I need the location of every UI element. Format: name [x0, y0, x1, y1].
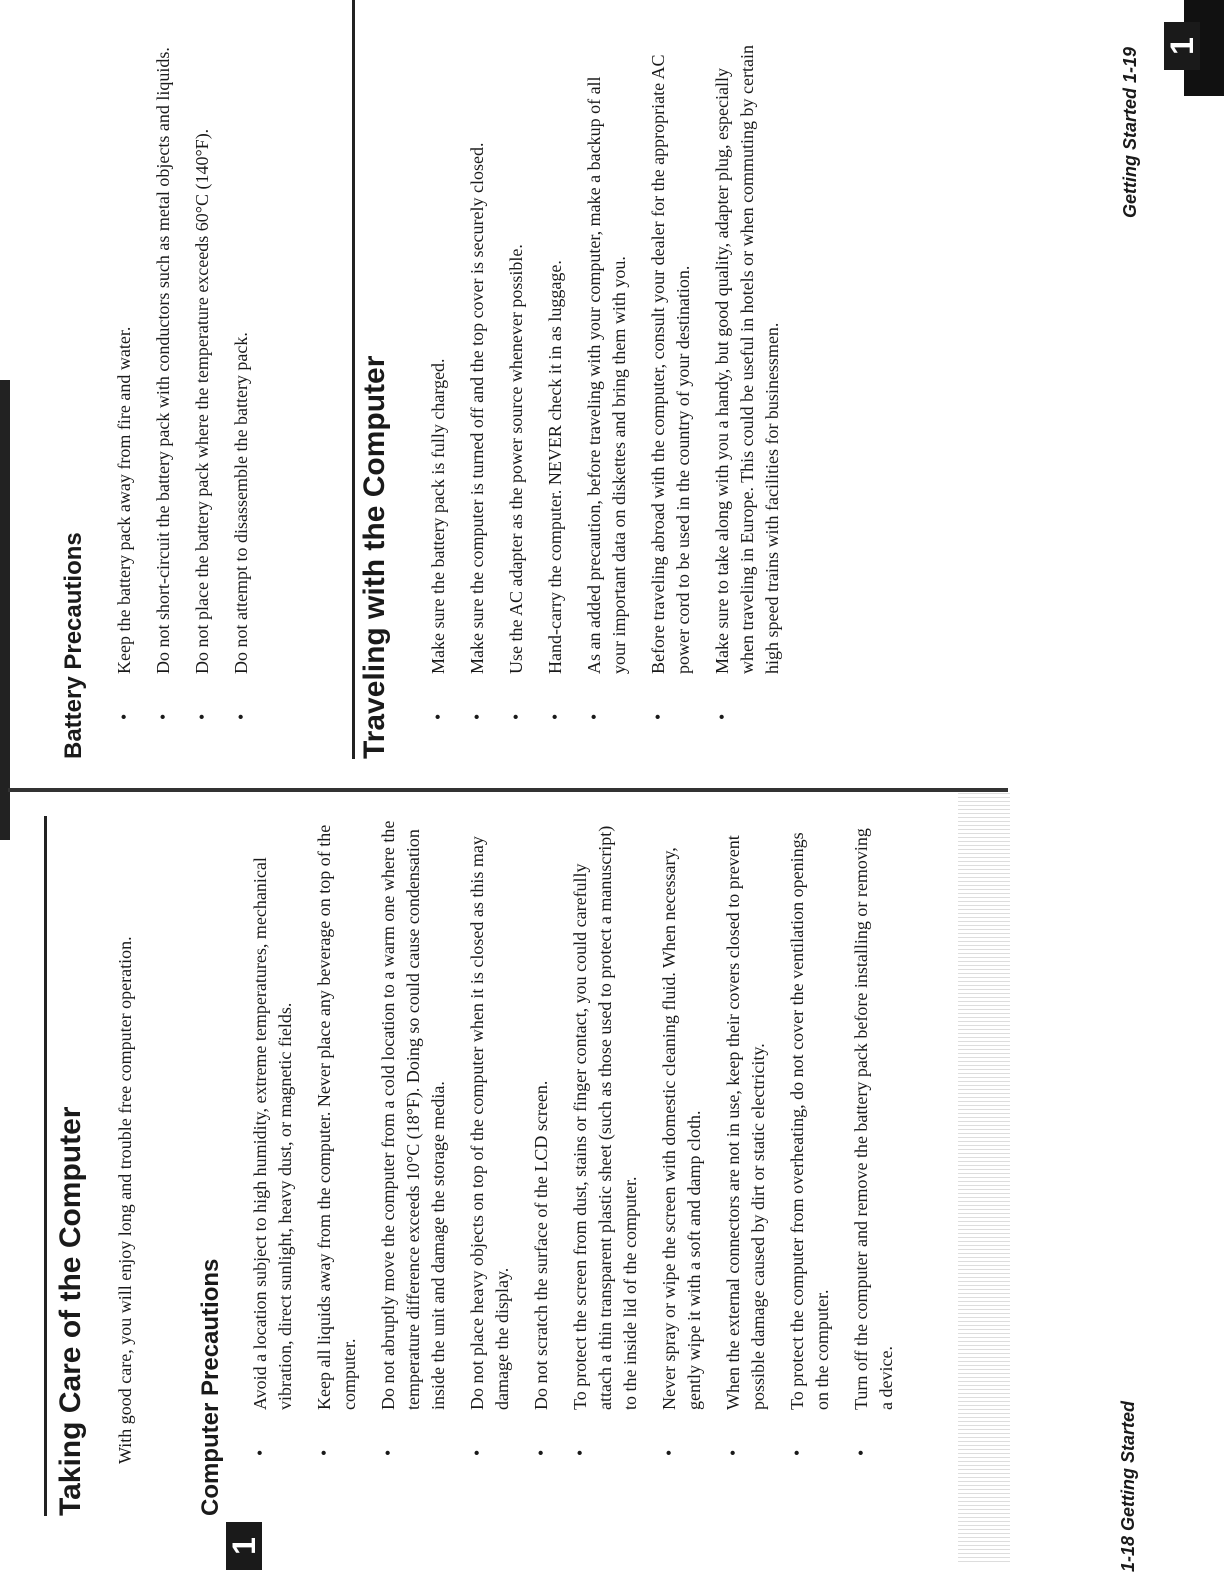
list-item: • When the external connectors are not in use, keep their covers closed to prevent possible damage caused by dirt or static electricity.: [723, 835, 768, 1456]
bullet-icon: •: [114, 713, 134, 720]
list-item: • Make sure the computer is turned off and the top cover is securely closed.: [465, 40, 490, 720]
chapter-tab: 1: [226, 1522, 262, 1570]
bullet-icon: •: [659, 1449, 679, 1456]
bullet-icon: •: [584, 713, 604, 720]
bullet-icon: •: [153, 713, 173, 720]
bullet-icon: •: [712, 713, 732, 720]
left-page: [0, 792, 1224, 1584]
list-item: • Do not abruptly move the computer from a cold location to a warm one where the temperature difference exceeds 10°C (18°F). Doing so could cause condensation inside the unit and damage the storage media.: [378, 820, 448, 1456]
list-item: • Do not scratch the surface of the LCD screen.: [529, 816, 554, 1456]
battery-list: [112, 40, 268, 720]
bullet-icon: •: [648, 713, 668, 720]
chapter-tab: 1: [1164, 22, 1200, 70]
bullet-icon: •: [250, 1449, 270, 1456]
travel-title: Traveling with the Computer: [358, 355, 391, 759]
page-title: Taking Care of the Computer: [54, 1106, 87, 1516]
bullet-icon: •: [428, 713, 448, 720]
travel-list: [426, 40, 799, 720]
list-item: • Turn off the computer and remove the battery pack before installing or removing a device.: [851, 828, 896, 1456]
page-footer: 1-18 Getting Started: [1118, 1400, 1138, 1572]
list-item: • Keep all liquids away from the computer. Never place any beverage on top of the computer.: [314, 824, 359, 1456]
section-heading: Computer Precautions: [197, 1258, 224, 1516]
list-item: • Make sure the battery pack is fully charged.: [426, 40, 451, 720]
bullet-icon: •: [851, 1449, 871, 1456]
title-rule: [352, 0, 355, 759]
bullet-icon: •: [192, 713, 212, 720]
title-rule: [44, 816, 47, 1516]
bullet-icon: •: [570, 1449, 590, 1456]
bullet-icon: •: [723, 1449, 743, 1456]
bullet-icon: •: [231, 713, 251, 720]
list-item: • Before traveling abroad with the computer, consult your dealer for the appropriate AC power cord to be used in the country of your destination.: [648, 54, 693, 720]
list-item: • To protect the computer from overheating, do not cover the ventilation openings on the computer.: [787, 832, 832, 1456]
bullet-icon: •: [545, 713, 565, 720]
list-item: • Do not place heavy objects on top of the computer when it is closed as this may damage the display.: [467, 836, 512, 1456]
bullet-icon: •: [531, 1449, 551, 1456]
list-item: • Keep the battery pack away from fire and water.: [112, 40, 137, 720]
bullet-icon: •: [467, 1449, 487, 1456]
bullet-icon: •: [787, 1449, 807, 1456]
precautions-list: [248, 816, 913, 1456]
list-item: • To protect the screen from dust, stains or finger contact, you could carefully attach a thin transparent plastic sheet (such as those used to protect a manuscript) to the inside lid of the computer.: [570, 825, 640, 1456]
bullet-icon: •: [467, 713, 487, 720]
list-item: • Avoid a location subject to high humidity, extreme temperatures, mechanical vibration, direct sunlight, heavy dust, or magnetic fields.: [250, 857, 295, 1456]
bullet-icon: •: [378, 1449, 398, 1456]
list-item: • Do not attempt to disassemble the battery pack.: [229, 40, 254, 720]
list-item: • Hand-carry the computer. NEVER check it in as luggage.: [543, 40, 568, 720]
list-item: • Use the AC adapter as the power source whenever possible.: [504, 40, 529, 720]
list-item: • Do not place the battery pack where the temperature exceeds 60°C (140°F).: [190, 40, 215, 720]
page-footer: Getting Started 1-19: [1120, 46, 1140, 218]
intro-text: With good care, you will enjoy long and trouble free computer operation.: [115, 936, 135, 1464]
list-item: • Never spray or wipe the screen with domestic cleaning fluid. When necessary, gently wipe it with a soft and damp cloth.: [659, 847, 704, 1456]
list-item: • As an added precaution, before traveling with your computer, make a backup of all your important data on diskettes and bring them with you.: [584, 76, 629, 720]
list-item: • Do not short-circuit the battery pack with conductors such as metal objects and liquids.: [151, 40, 176, 720]
bullet-icon: •: [506, 713, 526, 720]
list-item: • Make sure to take along with you a handy, but good quality, adapter plug, especially when traveling in Europe. This could be useful in hotels or when commuting by certain high speed trains with facilities for businessmen.: [712, 44, 782, 720]
battery-heading: Battery Precautions: [60, 532, 87, 759]
bullet-icon: •: [314, 1449, 334, 1456]
